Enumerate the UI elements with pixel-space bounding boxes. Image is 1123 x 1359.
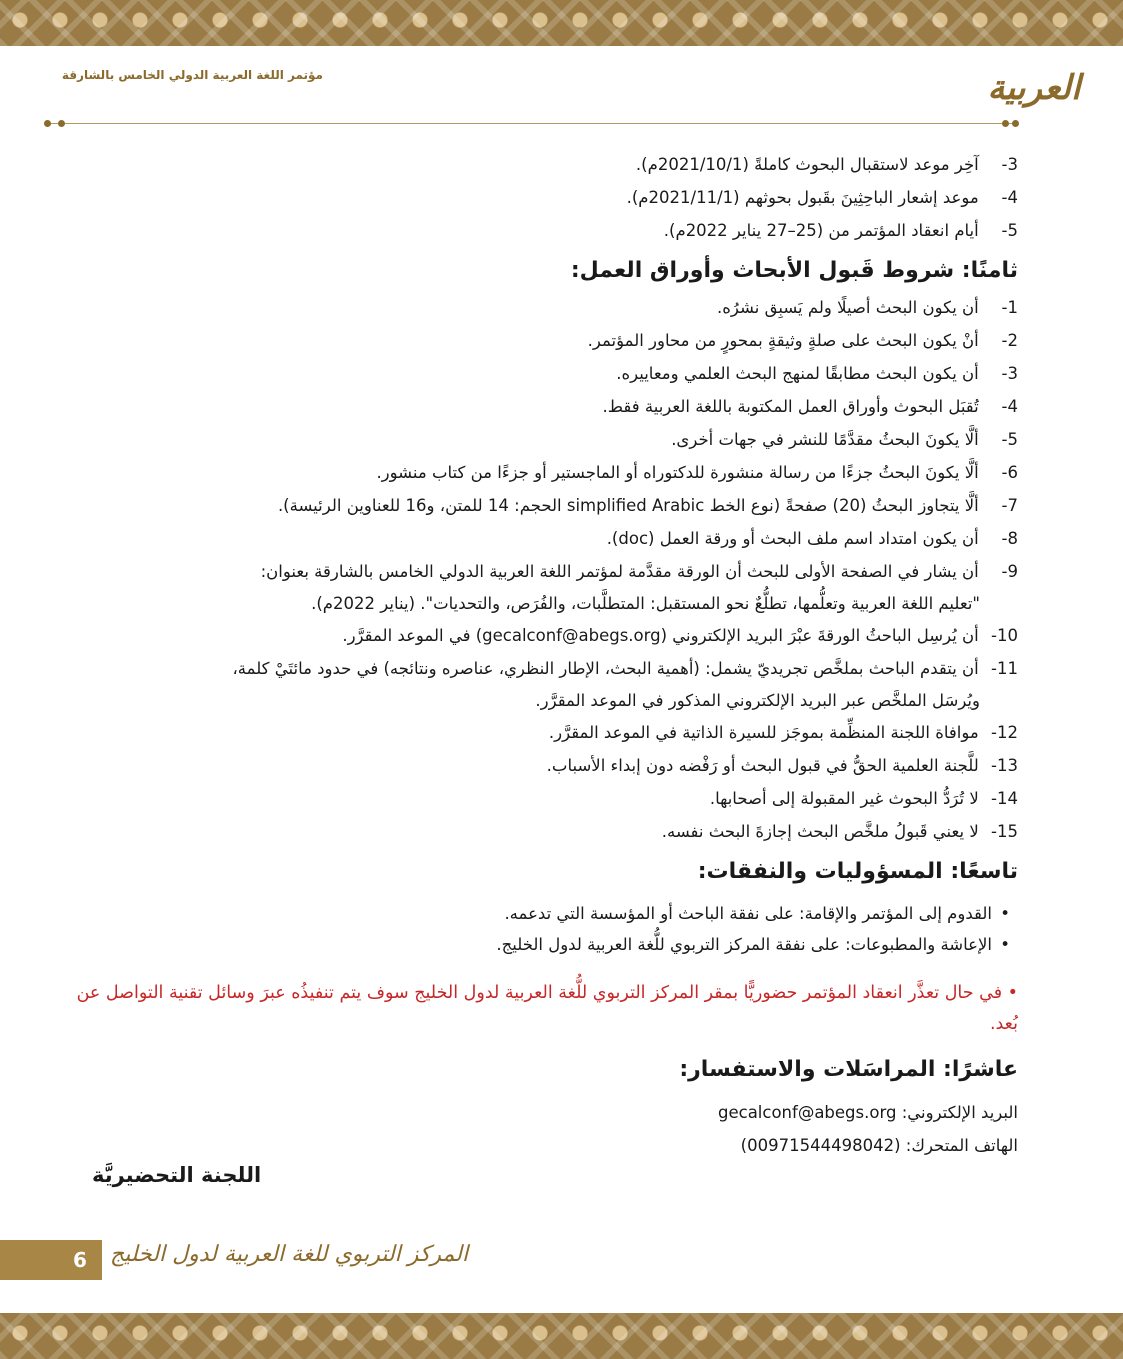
remote-conference-note <box>58 978 1018 1040</box>
bullet-text: القدوم إلى المؤتمر والإقامة: على نفقة الباحث أو المؤسسة التي تدعمه. <box>504 904 992 923</box>
list-item <box>58 782 1018 815</box>
item-continuation: ويُرسَل الملخَّص عبر البريد الإلكتروني المذكور في الموعد المقرَّر. <box>535 691 980 710</box>
item-number: 1- <box>1001 298 1018 317</box>
item-text: لا يعني قَبولُ ملخَّص البحث إجازةَ البحث نفسه. <box>661 822 979 841</box>
list-item <box>58 716 1018 749</box>
list-item <box>58 390 1018 423</box>
item-number: 3- <box>1001 364 1018 383</box>
section-heading: ثامنًا: شروط قَبول الأبحاث وأوراق العمل: <box>570 258 1018 283</box>
phone-label: الهاتف المتحرك: <box>905 1136 1018 1155</box>
bottom-ornament-band <box>0 1313 1123 1359</box>
header-divider <box>50 123 1015 124</box>
item-text: موعد إشعار الباحِثِينَ بقَبول بحوثهم (2021/11/1م). <box>626 188 979 207</box>
footer-org-name: المركز التربوي للغة العربية لدول الخليج <box>110 1242 469 1267</box>
item-number: 9- <box>1001 562 1018 581</box>
item-number: 11- <box>991 659 1018 678</box>
list-item <box>58 181 1018 214</box>
item-number: 2- <box>1001 331 1018 350</box>
note-text: في حال تعذَّر انعقاد المؤتمر حضوريًّا بمقر المركز التربوي للُّغة العربية لدول الخليج سوف يتم تنفيذُه عبرَ وسائل تقنية التواصل عن بُعد. <box>76 983 1018 1034</box>
page-number: 6 <box>58 1240 102 1280</box>
item-text: أيام انعقاد المؤتمر من (25–27 يناير 2022م). <box>663 221 979 240</box>
header-title: مؤتمر اللغة العربية الدولي الخامس بالشارقة <box>61 68 323 82</box>
footer-bar <box>0 1240 58 1280</box>
item-number: 8- <box>1001 529 1018 548</box>
item-text: أن يشار في الصفحة الأولى للبحث أن الورقة مقدَّمة لمؤتمر اللغة العربية الدولي الخامس بالشارقة بعنوان: <box>260 562 979 581</box>
item-number: 4- <box>1001 188 1018 207</box>
item-number: 7- <box>1001 496 1018 515</box>
item-text: تُقبَل البحوث وأوراق العمل المكتوبة باللغة العربية فقط. <box>602 397 979 416</box>
item-number: 3- <box>1001 155 1018 174</box>
bullet-text: الإعاشة والمطبوعات: على نفقة المركز التربوي للُّغة العربية لدول الخليج. <box>496 935 992 954</box>
list-item <box>58 214 1018 247</box>
section-heading: تاسعًا: المسؤوليات والنفقات: <box>697 859 1018 884</box>
item-number: 4- <box>1001 397 1018 416</box>
email-link[interactable]: gecalconf@abegs.org <box>718 1103 897 1122</box>
item-text: لا تُرَدُّ البحوث غير المقبولة إلى أصحابها. <box>709 789 979 808</box>
item-text: للَّجنة العلمية الحقُّ في قبول البحث أو رَفْضه دون إبداء الأسباب. <box>546 756 979 775</box>
item-number: 13- <box>991 756 1018 775</box>
item-text: أن يكون البحث أصيلًا ولم يَسبِق نشرُه. <box>717 298 979 317</box>
logo: العربية <box>987 68 1081 108</box>
item-text: أنْ يكون البحث على صلةٍ وثيقةٍ بمحورٍ من محاور المؤتمر. <box>587 331 979 350</box>
list-item <box>58 489 1018 522</box>
item-text: أن يكون البحث مطابقًا لمنهج البحث العلمي ومعاييره. <box>616 364 979 383</box>
item-number: 6- <box>1001 463 1018 482</box>
bullet-icon: • <box>1002 983 1018 1003</box>
divider-dot <box>44 120 51 127</box>
top-ornament-band <box>0 0 1123 46</box>
divider-dot <box>58 120 65 127</box>
list-item <box>58 291 1018 324</box>
list-item <box>58 423 1018 456</box>
bullet-item <box>58 929 1018 960</box>
contact-email-row <box>58 1096 1018 1129</box>
item-text: ألَّا يكونَ البحثُ جزءًا من رسالة منشورة للدكتوراه أو الماجستير أو جزءًا من كتاب منشور. <box>376 463 979 482</box>
email-label: البريد الإلكتروني: <box>901 1103 1018 1122</box>
contact-phone-row <box>58 1129 1018 1162</box>
item-text: أن يتقدم الباحث بملخَّص تجريديّ يشمل: (أهمية البحث، الإطار النظري، عناصره ونتائجه) في حدود مائتَيْ كلمة، <box>232 659 979 678</box>
divider-dot <box>1012 120 1019 127</box>
item-text: أن يُرسِل الباحثُ الورقةَ عبْرَ البريد الإلكتروني (gecalconf@abegs.org) في الموعد المقرَّر. <box>342 626 979 645</box>
list-item <box>58 815 1018 848</box>
item-text: ألَّا يكونَ البحثُ مقدَّمًا للنشر في جهات أخرى. <box>671 430 979 449</box>
list-item <box>58 522 1018 555</box>
item-text: ألَّا يتجاوز البحثُ (20) صفحةً (نوع الخط simplified Arabic الحجم: 14 للمتن، و16 للعناوين الرئيسة). <box>277 496 979 515</box>
list-item <box>58 357 1018 390</box>
list-item <box>58 652 1018 685</box>
divider-dot <box>1002 120 1009 127</box>
list-item <box>58 749 1018 782</box>
signature: اللجنة التحضيريَّة <box>92 1163 262 1187</box>
item-number: 5- <box>1001 430 1018 449</box>
item-text: أن يكون امتداد اسم ملف البحث أو ورقة العمل (doc). <box>606 529 979 548</box>
item-number: 14- <box>991 789 1018 808</box>
item-number: 10- <box>991 626 1018 645</box>
item-number: 15- <box>991 822 1018 841</box>
bullet-item <box>58 898 1018 929</box>
phone-number: (00971544498042) <box>740 1136 901 1155</box>
list-item <box>58 324 1018 357</box>
item-text: آخِر موعد لاستقبال البحوث كاملةً (2021/10/1م). <box>635 155 979 174</box>
list-item <box>58 619 1018 652</box>
item-text: موافاة اللجنة المنظِّمة بموجَز للسيرة الذاتية في الموعد المقرَّر. <box>548 723 979 742</box>
item-number: 12- <box>991 723 1018 742</box>
list-item <box>58 456 1018 489</box>
item-number: 5- <box>1001 221 1018 240</box>
list-item <box>58 555 1018 588</box>
list-item <box>58 148 1018 181</box>
bullet-icon: • <box>1000 904 1010 923</box>
bullet-icon: • <box>1000 935 1010 954</box>
item-continuation: "تعليم اللغة العربية وتعلُّمها، تطلُّعٌ نحو المستقبل: المتطلَّبات، والفُرَص، والتحديات". (يناير 2022م). <box>311 594 980 613</box>
section-heading: عاشرًا: المراسَلات والاستفسار: <box>679 1057 1018 1082</box>
document-body <box>58 148 1018 1162</box>
